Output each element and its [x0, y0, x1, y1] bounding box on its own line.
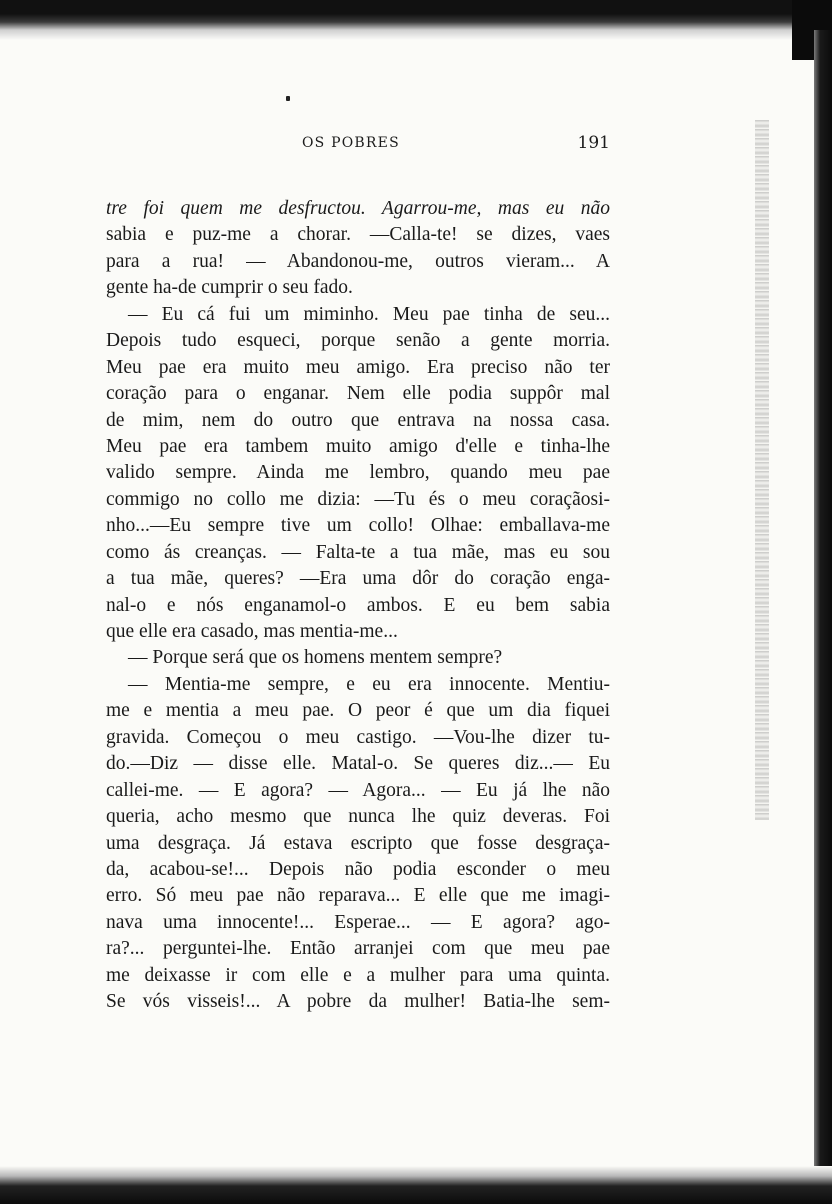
text-line: a tua mãe, queres? —Era uma dôr do coração enga-: [106, 568, 610, 590]
text-line: Meu pae era tambem muito amigo d'elle e tinha-lhe: [106, 435, 610, 457]
page-header: [106, 135, 610, 157]
ink-speck: [286, 96, 290, 101]
text-line: commigo no collo me dizia: —Tu és o meu coraçãosi-: [106, 488, 610, 510]
text-line: nava uma innocente!... Esperae... — E agora? ago-: [106, 911, 610, 933]
scan-right-edge: [814, 30, 832, 1204]
text-line: da, acabou-se!... Depois não podia esconder o meu: [106, 858, 610, 880]
text-line: queria, acho mesmo que nunca lhe quiz deveras. Foi: [106, 806, 610, 828]
running-title: OS POBRES: [302, 135, 400, 151]
text-line: que elle era casado, mas mentia-me...: [106, 621, 398, 642]
text-line: valido sempre. Ainda me lembro, quando meu pae: [106, 462, 610, 484]
text-line: para a rua! — Abandonou-me, outros vieram... A: [106, 250, 610, 272]
text-line: nal-o e nós enganamol-o ambos. E eu bem sabia: [106, 594, 610, 616]
text-line: uma desgraça. Já estava escripto que fosse desgraça-: [106, 832, 610, 854]
text-line: gravida. Começou o meu castigo. —Vou-lhe dizer tu-: [106, 726, 610, 748]
text-line: sabia e puz-me a chorar. —Calla-te! se dizes, vaes: [106, 224, 610, 246]
text-line: nho...—Eu sempre tive um collo! Olhae: emballava-me: [106, 515, 610, 537]
body-text: [106, 196, 610, 1016]
text-line: — Porque será que os homens mentem sempre?: [128, 647, 503, 669]
text-line: — Eu cá fui um miminho. Meu pae tinha de seu...: [128, 303, 610, 325]
text-line: Meu pae era muito meu amigo. Era preciso não ter: [106, 356, 610, 378]
text-line: de mim, nem do outro que entrava na nossa casa.: [106, 409, 610, 431]
text-line: coração para o enganar. Nem elle podia suppôr mal: [106, 383, 610, 405]
text-line: Se vós visseis!... A pobre da mulher! Batia-lhe sem-: [106, 991, 610, 1013]
text-line: erro. Só meu pae não reparava... E elle que me imagi-: [106, 885, 610, 907]
text-line: gente ha-de cumprir o seu fado.: [106, 277, 353, 299]
scan-bottom-edge: [0, 1166, 832, 1204]
page-number: 191: [577, 133, 610, 153]
scan-gutter-shadow: [755, 120, 769, 820]
text-line: — Mentia-me sempre, e eu era innocente. Mentiu-: [128, 673, 610, 695]
text-line: callei-me. — E agora? — Agora... — Eu já lhe não: [106, 779, 610, 801]
text-line: do.—Diz — disse elle. Matal-o. Se queres diz...— Eu: [106, 753, 610, 775]
text-line: Depois tudo esqueci, porque senão a gente morria.: [106, 330, 610, 352]
text-line: tre foi quem me desfructou. Agarrou-me, mas eu não: [106, 198, 610, 219]
scan-top-edge: [0, 0, 832, 40]
text-line: me deixasse ir com elle e a mulher para uma quinta.: [106, 964, 610, 986]
text-line: como ás creanças. — Falta-te a tua mãe, mas eu sou: [106, 541, 610, 563]
text-line: me e mentia a meu pae. O peor é que um dia fiquei: [106, 700, 610, 722]
text-line: ra?... perguntei-lhe. Então arranjei com que meu pae: [106, 938, 610, 960]
